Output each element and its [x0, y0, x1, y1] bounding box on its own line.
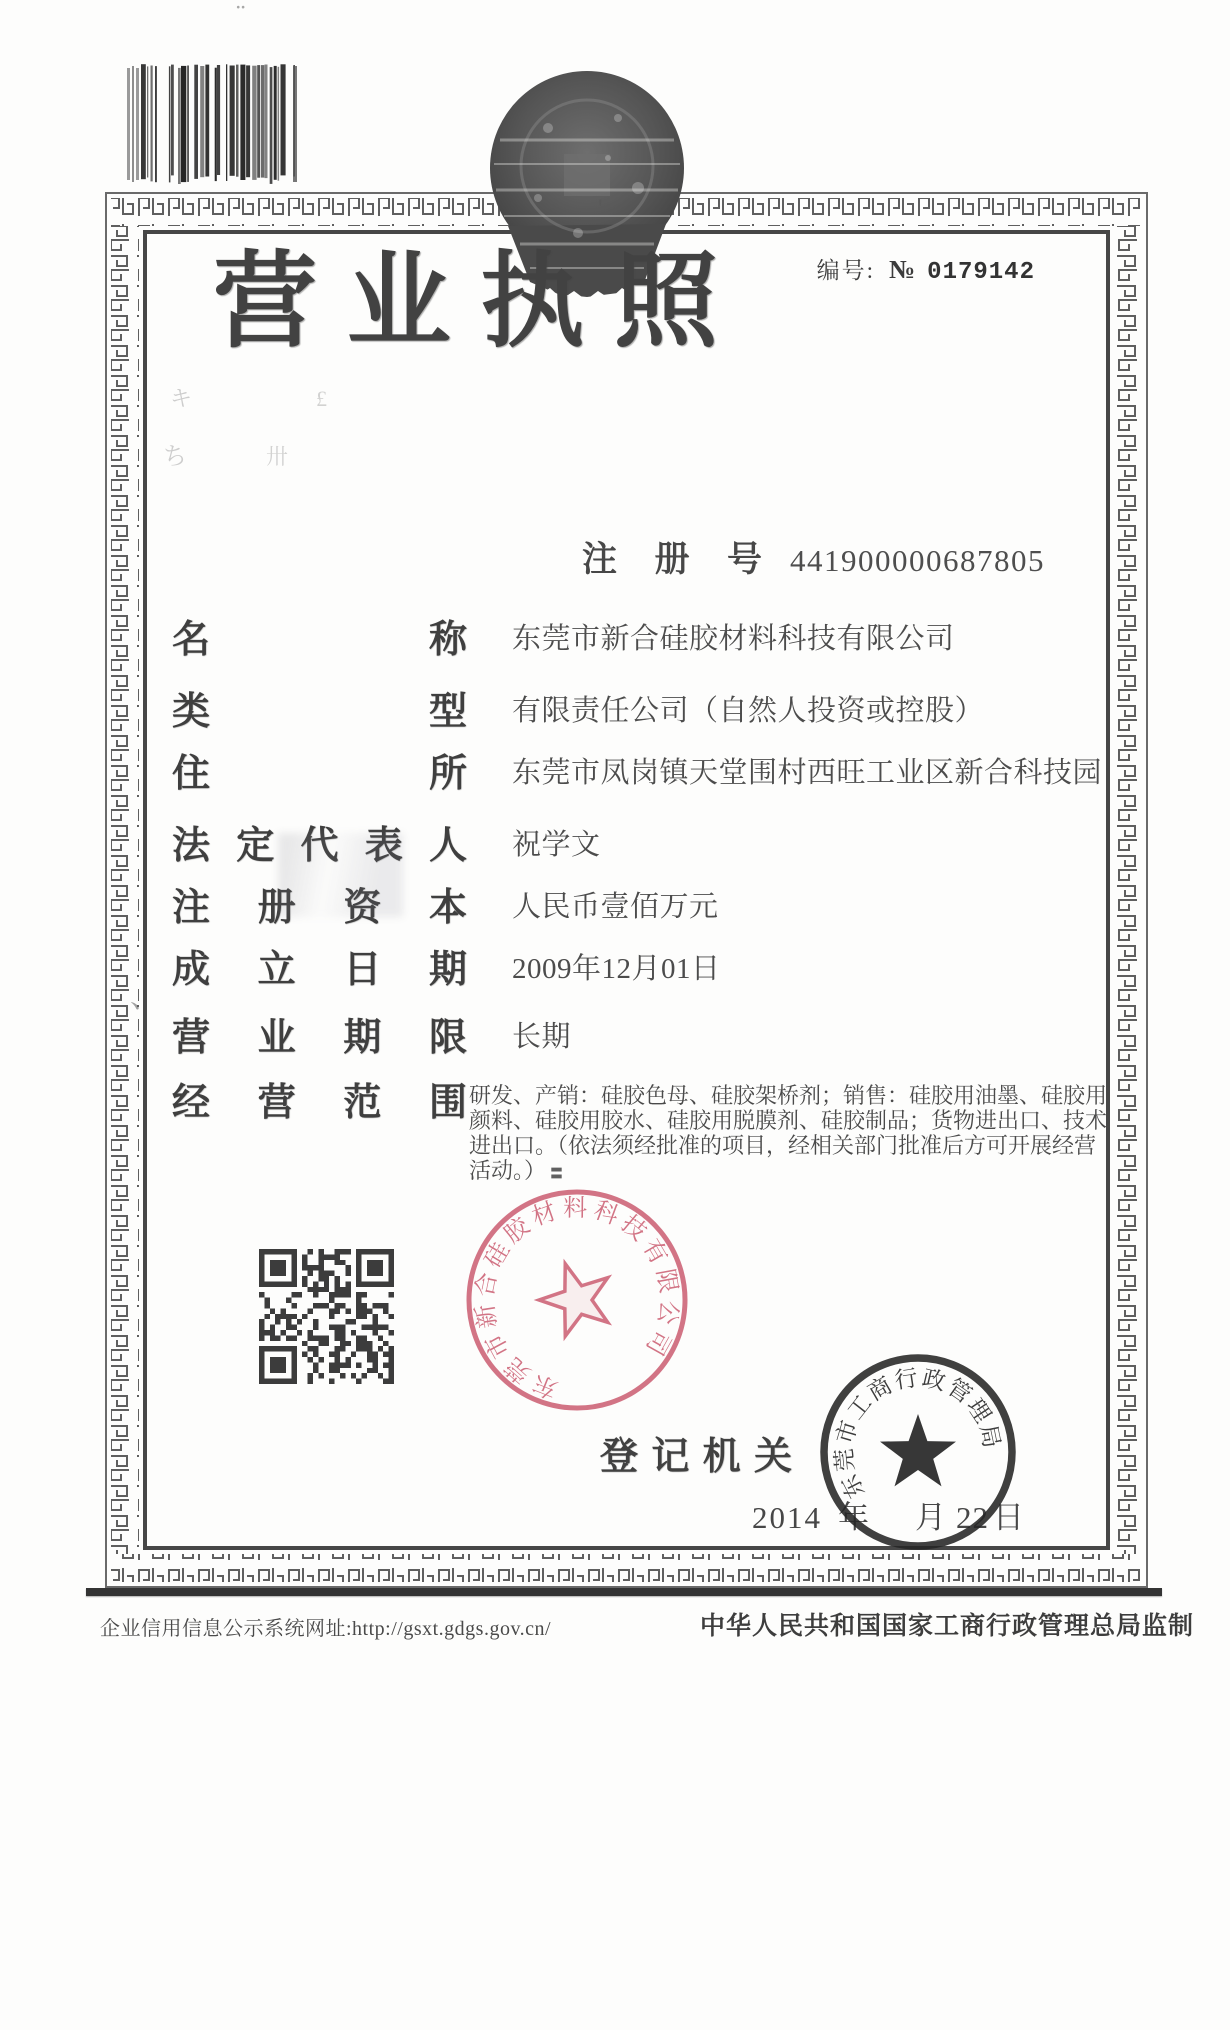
- issue-year: 2014: [752, 1500, 822, 1535]
- field-value-address: 东莞市凤岗镇天堂围村西旺工业区新合科技园: [512, 757, 1103, 789]
- scan-artifact: ち: [163, 444, 187, 470]
- numero-symbol: №: [889, 255, 916, 284]
- registration-number-label: 注 册 号: [582, 540, 762, 579]
- registry-authority-label: 登 记 机 关: [600, 1436, 792, 1478]
- field-label-business-term: 营 业 期 限: [172, 1017, 467, 1059]
- field-label-address: 住 所: [172, 753, 467, 795]
- scan-artifact: キ: [170, 386, 193, 411]
- serial-number: 0179142: [927, 259, 1035, 286]
- company-seal-text: 东莞市新合硅胶材料科技有限公司: [471, 1195, 682, 1402]
- field-row-address: [172, 742, 1112, 797]
- field-row-legal-representative: [172, 814, 1112, 869]
- barcode: [127, 64, 300, 184]
- day-unit: 日: [993, 1500, 1024, 1535]
- registration-number-value: 441900000687805: [790, 543, 1045, 578]
- field-value-business-scope: 研发、产销：硅胶色母、硅胶架桥剂；销售：硅胶用油墨、硅胶用 颜料、硅胶用胶水、硅胶用脱膜剂、硅胶制品；货物进出口、技术 进出口。（依法须经批准的项目，经相关部门批准后方可开展经营 活动。） 〓: [469, 1083, 1108, 1183]
- border-meander-left: [111, 226, 139, 1554]
- serial-label: 编号:: [816, 258, 876, 283]
- field-value-type: 有限责任公司（自然人投资或控股）: [512, 695, 985, 727]
- scope-end-mark: 〓: [550, 1166, 564, 1181]
- scan-artifact: £: [316, 386, 327, 411]
- bottom-border-heavy-line: [86, 1588, 1162, 1596]
- field-value-registered-capital: 人民币壹佰万元: [512, 891, 719, 923]
- field-row-business-term: [172, 1006, 1112, 1061]
- field-value-business-term: 长期: [512, 1021, 572, 1053]
- qr-code: [259, 1249, 394, 1384]
- field-label-business-scope: 经 营 范 围: [172, 1082, 467, 1124]
- year-unit: 年: [838, 1500, 869, 1535]
- field-label-type: 类 型: [172, 691, 467, 733]
- scan-artifact: 卅: [266, 444, 289, 469]
- scan-artifact: 、: [130, 981, 160, 1014]
- field-value-establishment-date: 2009年12月01日: [512, 953, 721, 985]
- field-label-name: 名 称: [172, 619, 467, 661]
- company-seal: [455, 1178, 700, 1423]
- field-row-establishment-date: [172, 938, 1112, 993]
- registry-seal-text: 东莞市工商行政管理局: [831, 1365, 1005, 1503]
- issue-day: 22: [956, 1500, 989, 1535]
- border-meander-right: [1114, 226, 1142, 1554]
- serial-number-line: [690, 252, 1035, 286]
- field-row-business-scope: [172, 1071, 1112, 1186]
- company-seal-star: [531, 1253, 621, 1341]
- field-label-registered-capital: 注 册 资 本: [172, 887, 467, 929]
- scan-artifact: ': [598, 194, 603, 223]
- document-title: 营 业 执 照: [213, 245, 718, 360]
- field-row-type: [172, 680, 1112, 735]
- field-value-name: 东莞市新合硅胶材料科技有限公司: [512, 623, 955, 655]
- field-value-legal-representative: 祝学文: [512, 829, 601, 861]
- field-label-legal-representative: 法 定 代 表 人: [172, 825, 467, 867]
- footer-public-info-url: 企业信用信息公示系统网址:http://gsxt.gdgs.gov.cn/: [100, 1618, 552, 1640]
- registry-authority-seal: [808, 1342, 1028, 1562]
- registration-number-row: [582, 532, 1045, 582]
- registry-seal-star: [880, 1414, 956, 1486]
- footer-issuing-authority: 中华人民共和国国家工商行政管理总局监制: [700, 1613, 1195, 1640]
- month-unit: 月: [915, 1500, 946, 1535]
- field-row-registered-capital: [172, 876, 1112, 931]
- field-row-name: [172, 608, 1112, 663]
- field-label-establishment-date: 成 立 日 期: [172, 949, 467, 991]
- scan-artifact: ¨: [236, 0, 246, 31]
